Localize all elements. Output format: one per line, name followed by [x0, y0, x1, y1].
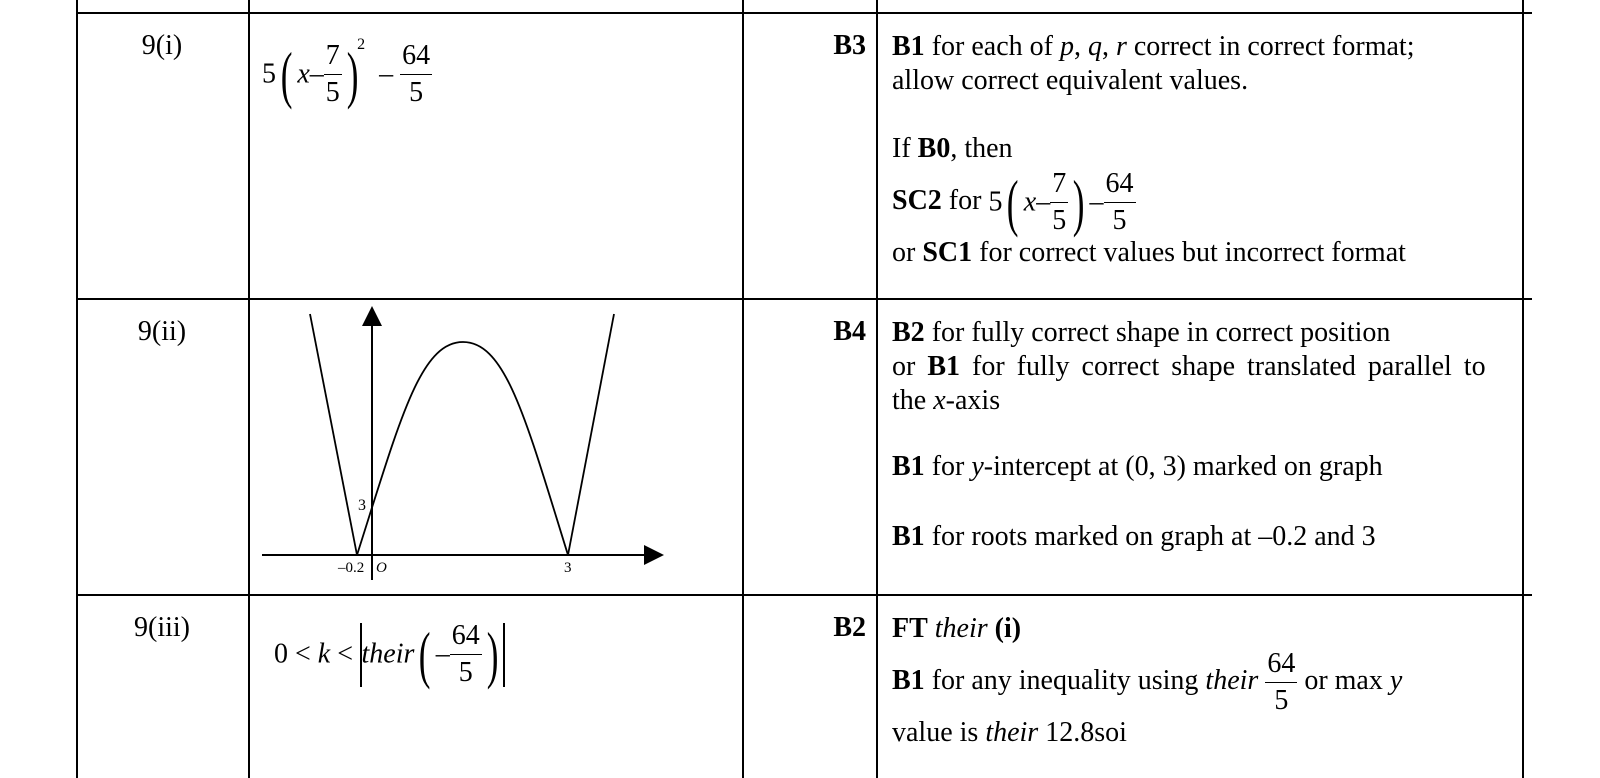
- guidance-line: B1 for each of p, q, r correct in correct format;: [892, 31, 1415, 62]
- exponent: 2: [357, 36, 366, 53]
- guidance-line: If B0, then: [892, 133, 1013, 164]
- answer-expression: [262, 36, 432, 110]
- numerator: 64: [400, 42, 432, 75]
- origin-label: O: [376, 560, 387, 576]
- curve-right-branch: [568, 314, 614, 555]
- fraction: [324, 42, 342, 107]
- guidance: [892, 612, 1520, 750]
- y-intercept-label: 3: [358, 497, 366, 514]
- column-divider: [742, 0, 744, 778]
- column-divider: [76, 0, 78, 778]
- guidance-line: or B1 for fully correct shape translated parallel to: [892, 351, 1486, 382]
- fraction: [400, 42, 432, 107]
- guidance-line: B1 for any inequality using their $\frac{64}{5}$ or max y: [892, 648, 1403, 717]
- question-number: 9(i): [141, 30, 183, 61]
- right-paren: ): [346, 38, 359, 110]
- root-label: –0.2: [338, 560, 365, 576]
- denominator: 5: [409, 77, 424, 109]
- left-paren: (: [280, 38, 293, 110]
- guidance: [892, 316, 1520, 554]
- question-number: 9(iii): [134, 612, 190, 643]
- answer-expression: 0 < k < their( – $\frac{64}{5}$ ): [274, 622, 505, 687]
- minus-sign: –: [372, 58, 401, 90]
- guidance-line: SC2 for 5( x– $\frac{7}{5}$ ) – $\frac{64}{5}$: [892, 166, 1134, 238]
- column-divider: [1522, 0, 1524, 778]
- marks: B3: [833, 30, 866, 61]
- guidance-line: value is their 12.8soi: [892, 717, 1127, 748]
- guidance-line: B1 for y-intercept at (0, 3) marked on graph: [892, 451, 1383, 482]
- guidance-line: or SC1 for correct values but incorrect format: [892, 237, 1406, 268]
- row-divider: [76, 12, 1532, 14]
- denominator: 5: [325, 77, 340, 109]
- coefficient: 5: [262, 58, 276, 90]
- guidance-line: B1 for roots marked on graph at –0.2 and 3: [892, 521, 1376, 552]
- guidance-line: the x-axis: [892, 385, 1001, 416]
- curve-left-branch: [310, 314, 357, 555]
- abs-bar: [503, 623, 505, 687]
- guidance: [892, 30, 1520, 270]
- variable: x: [297, 58, 310, 90]
- marks: B2: [833, 612, 866, 643]
- sketch-graph: [250, 300, 670, 590]
- root-label: 3: [564, 560, 572, 576]
- column-divider: [876, 0, 878, 778]
- question-number: 9(ii): [137, 316, 187, 347]
- guidance-line: B2 for fully correct shape in correct position: [892, 317, 1391, 348]
- marks: B4: [833, 316, 866, 347]
- guidance-line: FT their (i): [892, 613, 1022, 644]
- numerator: 7: [324, 42, 342, 75]
- minus-sign: –: [309, 58, 324, 90]
- guidance-line: allow correct equivalent values.: [892, 65, 1249, 96]
- curve-hump: [357, 342, 568, 555]
- row-divider: [76, 594, 1532, 596]
